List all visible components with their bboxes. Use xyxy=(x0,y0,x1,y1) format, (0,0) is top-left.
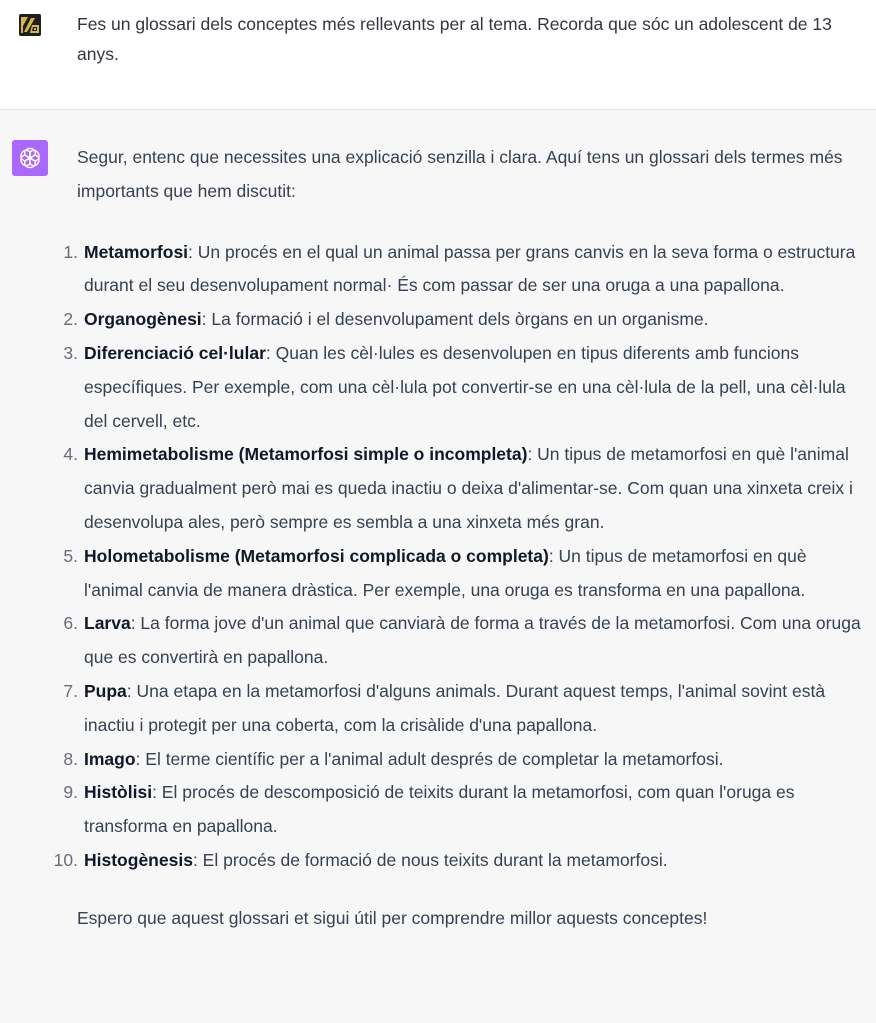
openai-logo-icon xyxy=(18,146,42,170)
list-number: 6. xyxy=(63,613,78,634)
list-number: 7. xyxy=(63,680,78,701)
glossary-item xyxy=(63,303,867,337)
list-number: 4. xyxy=(63,444,78,465)
assistant-message-content xyxy=(53,141,867,936)
glossary-term: Holometabolisme (Metamorfosi complicada o completa) xyxy=(84,545,549,566)
glossary-definition: : La forma jove d'un animal que canviarà de forma a través de la metamorfosi. Com una oruga que es convertirà en papallona. xyxy=(84,613,861,668)
user-message xyxy=(0,0,876,110)
glossary-item xyxy=(63,607,867,675)
glossary-definition: : El procés de formació de nous teixits durant la metamorfosi. xyxy=(192,849,668,870)
glossary-definition: : Una etapa en la metamorfosi d'alguns animals. Durant aquest temps, l'animal sovint està inactiu i protegit per una coberta, com la crisàlide d'una papallona. xyxy=(84,680,826,735)
glossary-definition: : El procés de descomposició de teixits durant la metamorfosi, com quan l'oruga es transforma en papallona. xyxy=(84,782,795,837)
glossary-definition: : El terme científic per a l'animal adult després de completar la metamorfosi. xyxy=(135,748,724,769)
glossary-item xyxy=(63,438,867,539)
list-number: 1. xyxy=(63,241,78,262)
assistant-intro: Segur, entenc que necessites una explicació senzilla i clara. Aquí tens un glossari dels termes més importants que hem discutit: xyxy=(77,147,843,201)
glossary-term: Imago xyxy=(84,748,136,769)
user-message-text: Fes un glossari dels conceptes més rellevants per al tema. Recorda que sóc un adolescent de 13 anys. xyxy=(77,14,832,64)
glossary-item xyxy=(63,675,867,743)
glossary-term: Histogènesis xyxy=(84,849,193,870)
list-number: 3. xyxy=(63,342,78,363)
list-number: 2. xyxy=(63,309,78,330)
glossary-item xyxy=(63,337,867,438)
user-avatar-icon xyxy=(19,14,41,36)
user-avatar xyxy=(19,14,41,36)
glossary-term: Organogènesi xyxy=(84,309,202,330)
glossary-definition: : La formació i el desenvolupament dels òrgans en un organisme. xyxy=(201,309,709,330)
glossary-item xyxy=(63,743,867,777)
glossary-term: Hemimetabolisme (Metamorfosi simple o incompleta) xyxy=(84,444,528,465)
glossary-item xyxy=(63,776,867,844)
glossary-list xyxy=(53,236,867,878)
glossary-term: Diferenciació cel·lular xyxy=(84,342,266,363)
list-number: 5. xyxy=(63,545,78,566)
glossary-item xyxy=(53,844,867,878)
glossary-term: Pupa xyxy=(84,680,127,701)
glossary-definition: : Un tipus de metamorfosi en què l'animal canvia gradualment però mai es queda inactiu o deixa d'alimentar-se. Com quan una xinxeta creix i desenvolupa ales, però sempre es sembla a una xinxeta més gran. xyxy=(84,444,853,532)
glossary-definition: : Un tipus de metamorfosi en què l'animal canvia de manera dràstica. Per exemple, una oruga es transforma en una papallona. xyxy=(84,545,807,600)
list-number: 9. xyxy=(63,782,78,803)
glossary-term: Metamorfosi xyxy=(84,241,189,262)
glossary-definition: : Un procés en el qual un animal passa per grans canvis en la seva forma o estructura durant el seu desenvolupament normal· És com passar de ser una oruga a una papallona. xyxy=(84,241,856,296)
glossary-definition: : Quan les cèl·lules es desenvolupen en tipus diferents amb funcions específiques. Per exemple, com una cèl·lula pot convertir-se en una cèl·lula de la pell, una cèl·lula del cervell, etc. xyxy=(84,342,846,431)
glossary-item xyxy=(63,236,867,304)
assistant-message xyxy=(0,111,876,1023)
assistant-avatar xyxy=(12,140,48,176)
assistant-outro: Espero que aquest glossari et sigui útil per comprendre millor aquests conceptes! xyxy=(77,907,708,928)
list-number: 10. xyxy=(53,849,78,870)
glossary-term: Larva xyxy=(84,613,131,634)
glossary-item xyxy=(63,540,867,608)
list-number: 8. xyxy=(63,748,78,769)
glossary-term: Històlisi xyxy=(84,782,153,803)
